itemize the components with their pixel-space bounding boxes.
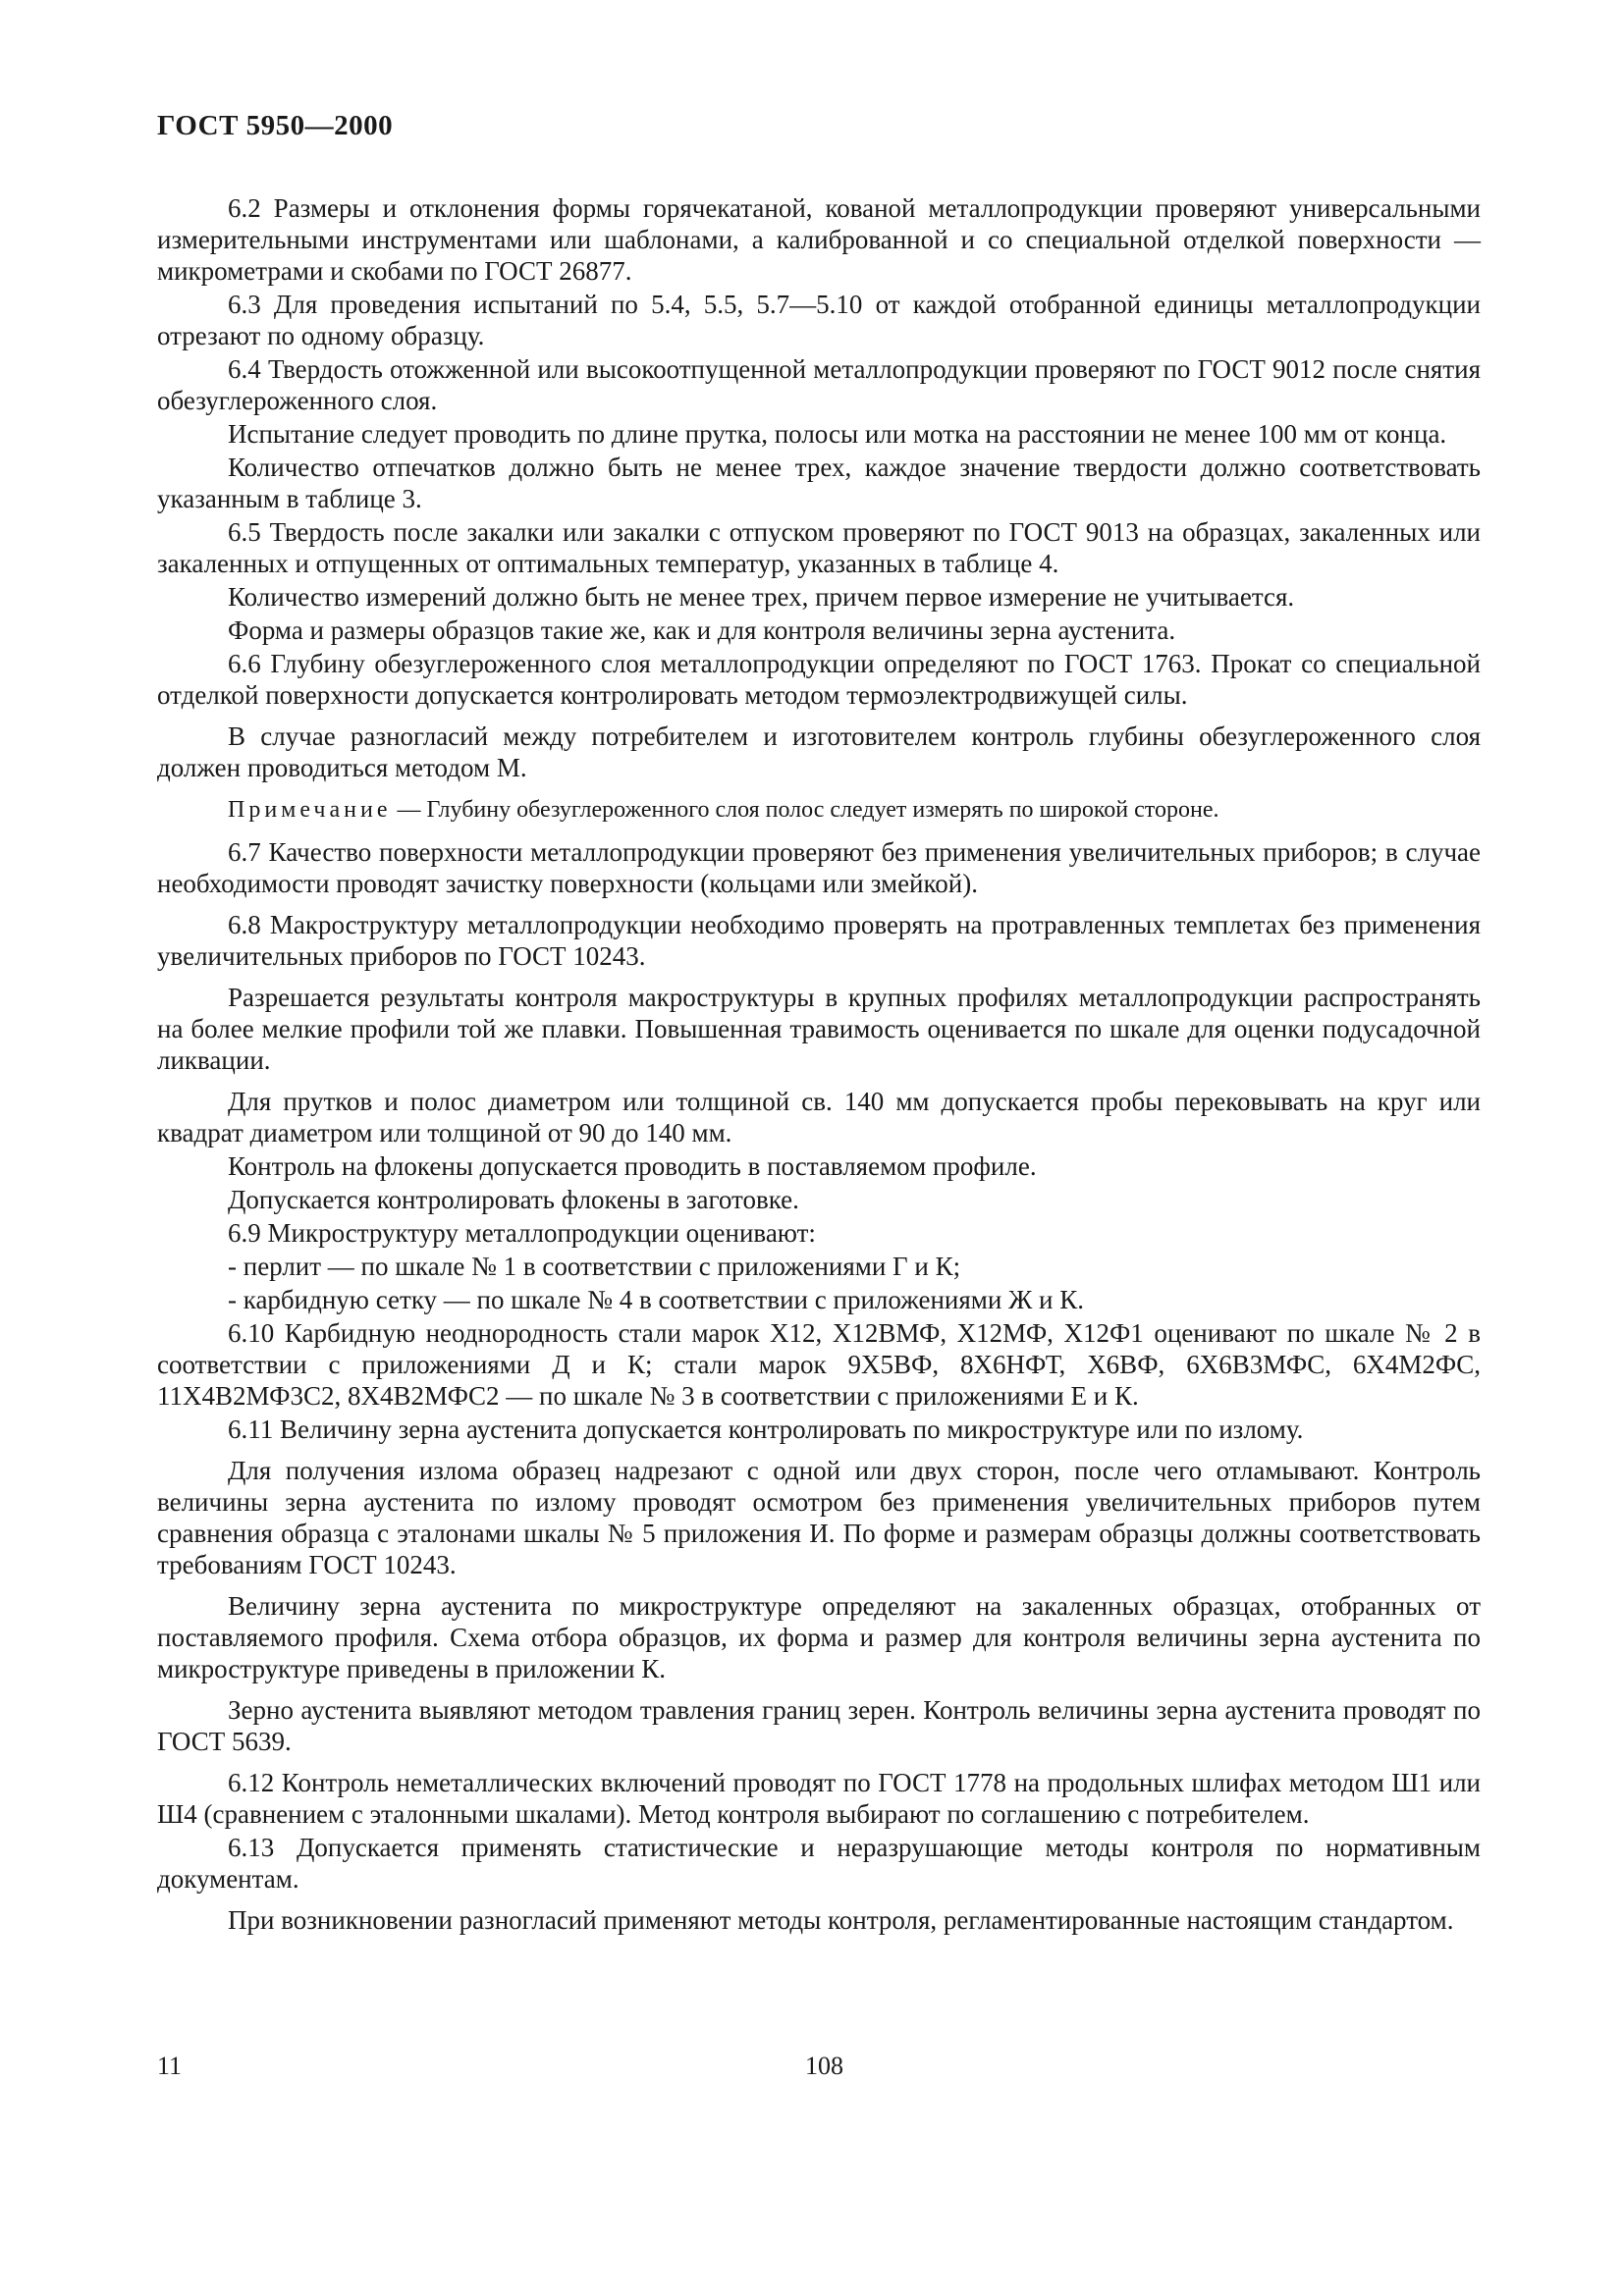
paragraph-6-12: 6.12 Контроль неметаллических включений проводят по ГОСТ 1778 на продольных шлифах методом Ш1 или Ш4 (сравнением с эталонными шкалами). Метод контроля выбирают по соглашению с потребителем.	[157, 1768, 1481, 1829]
footer-left-page-number: 11	[157, 2052, 183, 2080]
paragraph: Величину зерна аустенита по микроструктуре определяют на закаленных образцах, отобранных от поставляемого профиля. Схема отбора образцов, их форма и размер для контроля величины зерна аустенита по микроструктуре приведены в приложении К.	[157, 1591, 1481, 1683]
paragraph: Форма и размеры образцов такие же, как и для контроля величины зерна аустенита.	[228, 615, 1176, 645]
paragraph-6-10: 6.10 Карбидную неоднородность стали марок Х12, Х12ВМФ, Х12МФ, Х12Ф1 оценивают по шкале № 2 в соответствии с приложениями Д и К; стали марок 9Х5ВФ, 8Х6НФТ, Х6ВФ, 6Х6В3МФС, 6Х4М2ФС, 11Х4В2МФ3С2, 8Х4В2МФС2 — по шкале № 3 в соответствии с приложениями Е и К.	[157, 1318, 1481, 1411]
paragraph-6-5: 6.5 Твердость после закалки или закалки с отпуском проверяют по ГОСТ 9013 на образцах, закаленных или закаленных и отпущенных от оптимальных температур, указанных в таблице 4.	[157, 517, 1481, 578]
list-item: - карбидную сетку — по шкале № 4 в соответствии с приложениями Ж и К.	[228, 1285, 1084, 1314]
paragraph-6-6: 6.6 Глубину обезуглероженного слоя металлопродукции определяют по ГОСТ 1763. Прокат со специальной отделкой поверхности допускается контролировать методом термоэлектродвижущей силы.	[157, 649, 1481, 710]
paragraph: В случае разногласий между потребителем и изготовителем контроль глубины обезуглероженного слоя должен проводиться методом М.	[157, 721, 1481, 782]
paragraph: Для прутков и полос диаметром или толщиной св. 140 мм допускается пробы перековывать на круг или квадрат диаметром или толщиной от 90 до 140 мм.	[157, 1087, 1481, 1148]
paragraph-6-13: 6.13 Допускается применять статистические и неразрушающие методы контроля по нормативным документам.	[157, 1833, 1481, 1894]
paragraph-6-4: 6.4 Твердость отожженной или высокоотпущенной металлопродукции проверяют по ГОСТ 9012 после снятия обезуглероженного слоя.	[157, 354, 1481, 415]
paragraph-6-2: 6.2 Размеры и отклонения формы горячекатаной, кованой металлопродукции проверяют универсальными измерительными инструментами или шаблонами, а калиброванной и со специальной отделкой поверхности — микрометрами и скобами по ГОСТ 26877.	[157, 193, 1481, 286]
paragraph: Для получения излома образец надрезают с одной или двух сторон, после чего отламывают. Контроль величины зерна аустенита по излому проводят осмотром без применения увеличительных приборов путем сравнения образца с эталонами шкалы № 5 приложения И. По форме и размерам образцы должны соответствовать требованиям ГОСТ 10243.	[157, 1456, 1481, 1579]
paragraph: Разрешается результаты контроля макроструктуры в крупных профилях металлопродукции распространять на более мелкие профили той же плавки. Повышенная травимость оценивается по шкале для оценки подусадочной ликвации.	[157, 983, 1481, 1075]
page-header-title: ГОСТ 5950—2000	[157, 110, 394, 141]
paragraph-6-11: 6.11 Величину зерна аустенита допускается контролировать по микроструктуре или по излому.	[228, 1415, 1304, 1444]
footer-center-page-number: 108	[805, 2052, 843, 2080]
paragraph: Контроль на флокены допускается проводить в поставляемом профиле.	[228, 1151, 1037, 1181]
paragraph-6-3: 6.3 Для проведения испытаний по 5.4, 5.5, 5.7—5.10 от каждой отобранной единицы металлопродукции отрезают по одному образцу.	[157, 290, 1481, 350]
paragraph: При возникновении разногласий применяют методы контроля, регламентированные настоящим стандартом.	[228, 1905, 1454, 1935]
paragraph-6-8: 6.8 Макроструктуру металлопродукции необходимо проверять на протравленных темплетах без применения увеличительных приборов по ГОСТ 10243.	[157, 910, 1481, 971]
note-label: Примечание	[228, 797, 392, 823]
paragraph: Зерно аустенита выявляют методом травления границ зерен. Контроль величины зерна аустенита проводят по ГОСТ 5639.	[157, 1695, 1481, 1756]
paragraph: Количество измерений должно быть не менее трех, причем первое измерение не учитывается.	[228, 582, 1295, 612]
paragraph: Испытание следует проводить по длине прутка, полосы или мотка на расстоянии не менее 100 мм от конца.	[228, 419, 1447, 449]
paragraph: Количество отпечатков должно быть не менее трех, каждое значение твердости должно соответствовать указанным в таблице 3.	[157, 453, 1481, 513]
paragraph: Допускается контролировать флокены в заготовке.	[228, 1185, 799, 1214]
paragraph-6-7: 6.7 Качество поверхности металлопродукции проверяют без применения увеличительных приборов; в случае необходимости проводят зачистку поверхности (кольцами или змейкой).	[157, 837, 1481, 898]
note-paragraph	[157, 795, 1481, 825]
paragraph-6-9: 6.9 Микроструктуру металлопродукции оценивают:	[228, 1218, 816, 1248]
document-body	[157, 192, 1481, 1938]
note-text: — Глубину обезуглероженного слоя полос следует измерять по широкой стороне.	[397, 797, 1219, 823]
list-item: - перлит — по шкале № 1 в соответствии с приложениями Г и К;	[228, 1252, 961, 1281]
